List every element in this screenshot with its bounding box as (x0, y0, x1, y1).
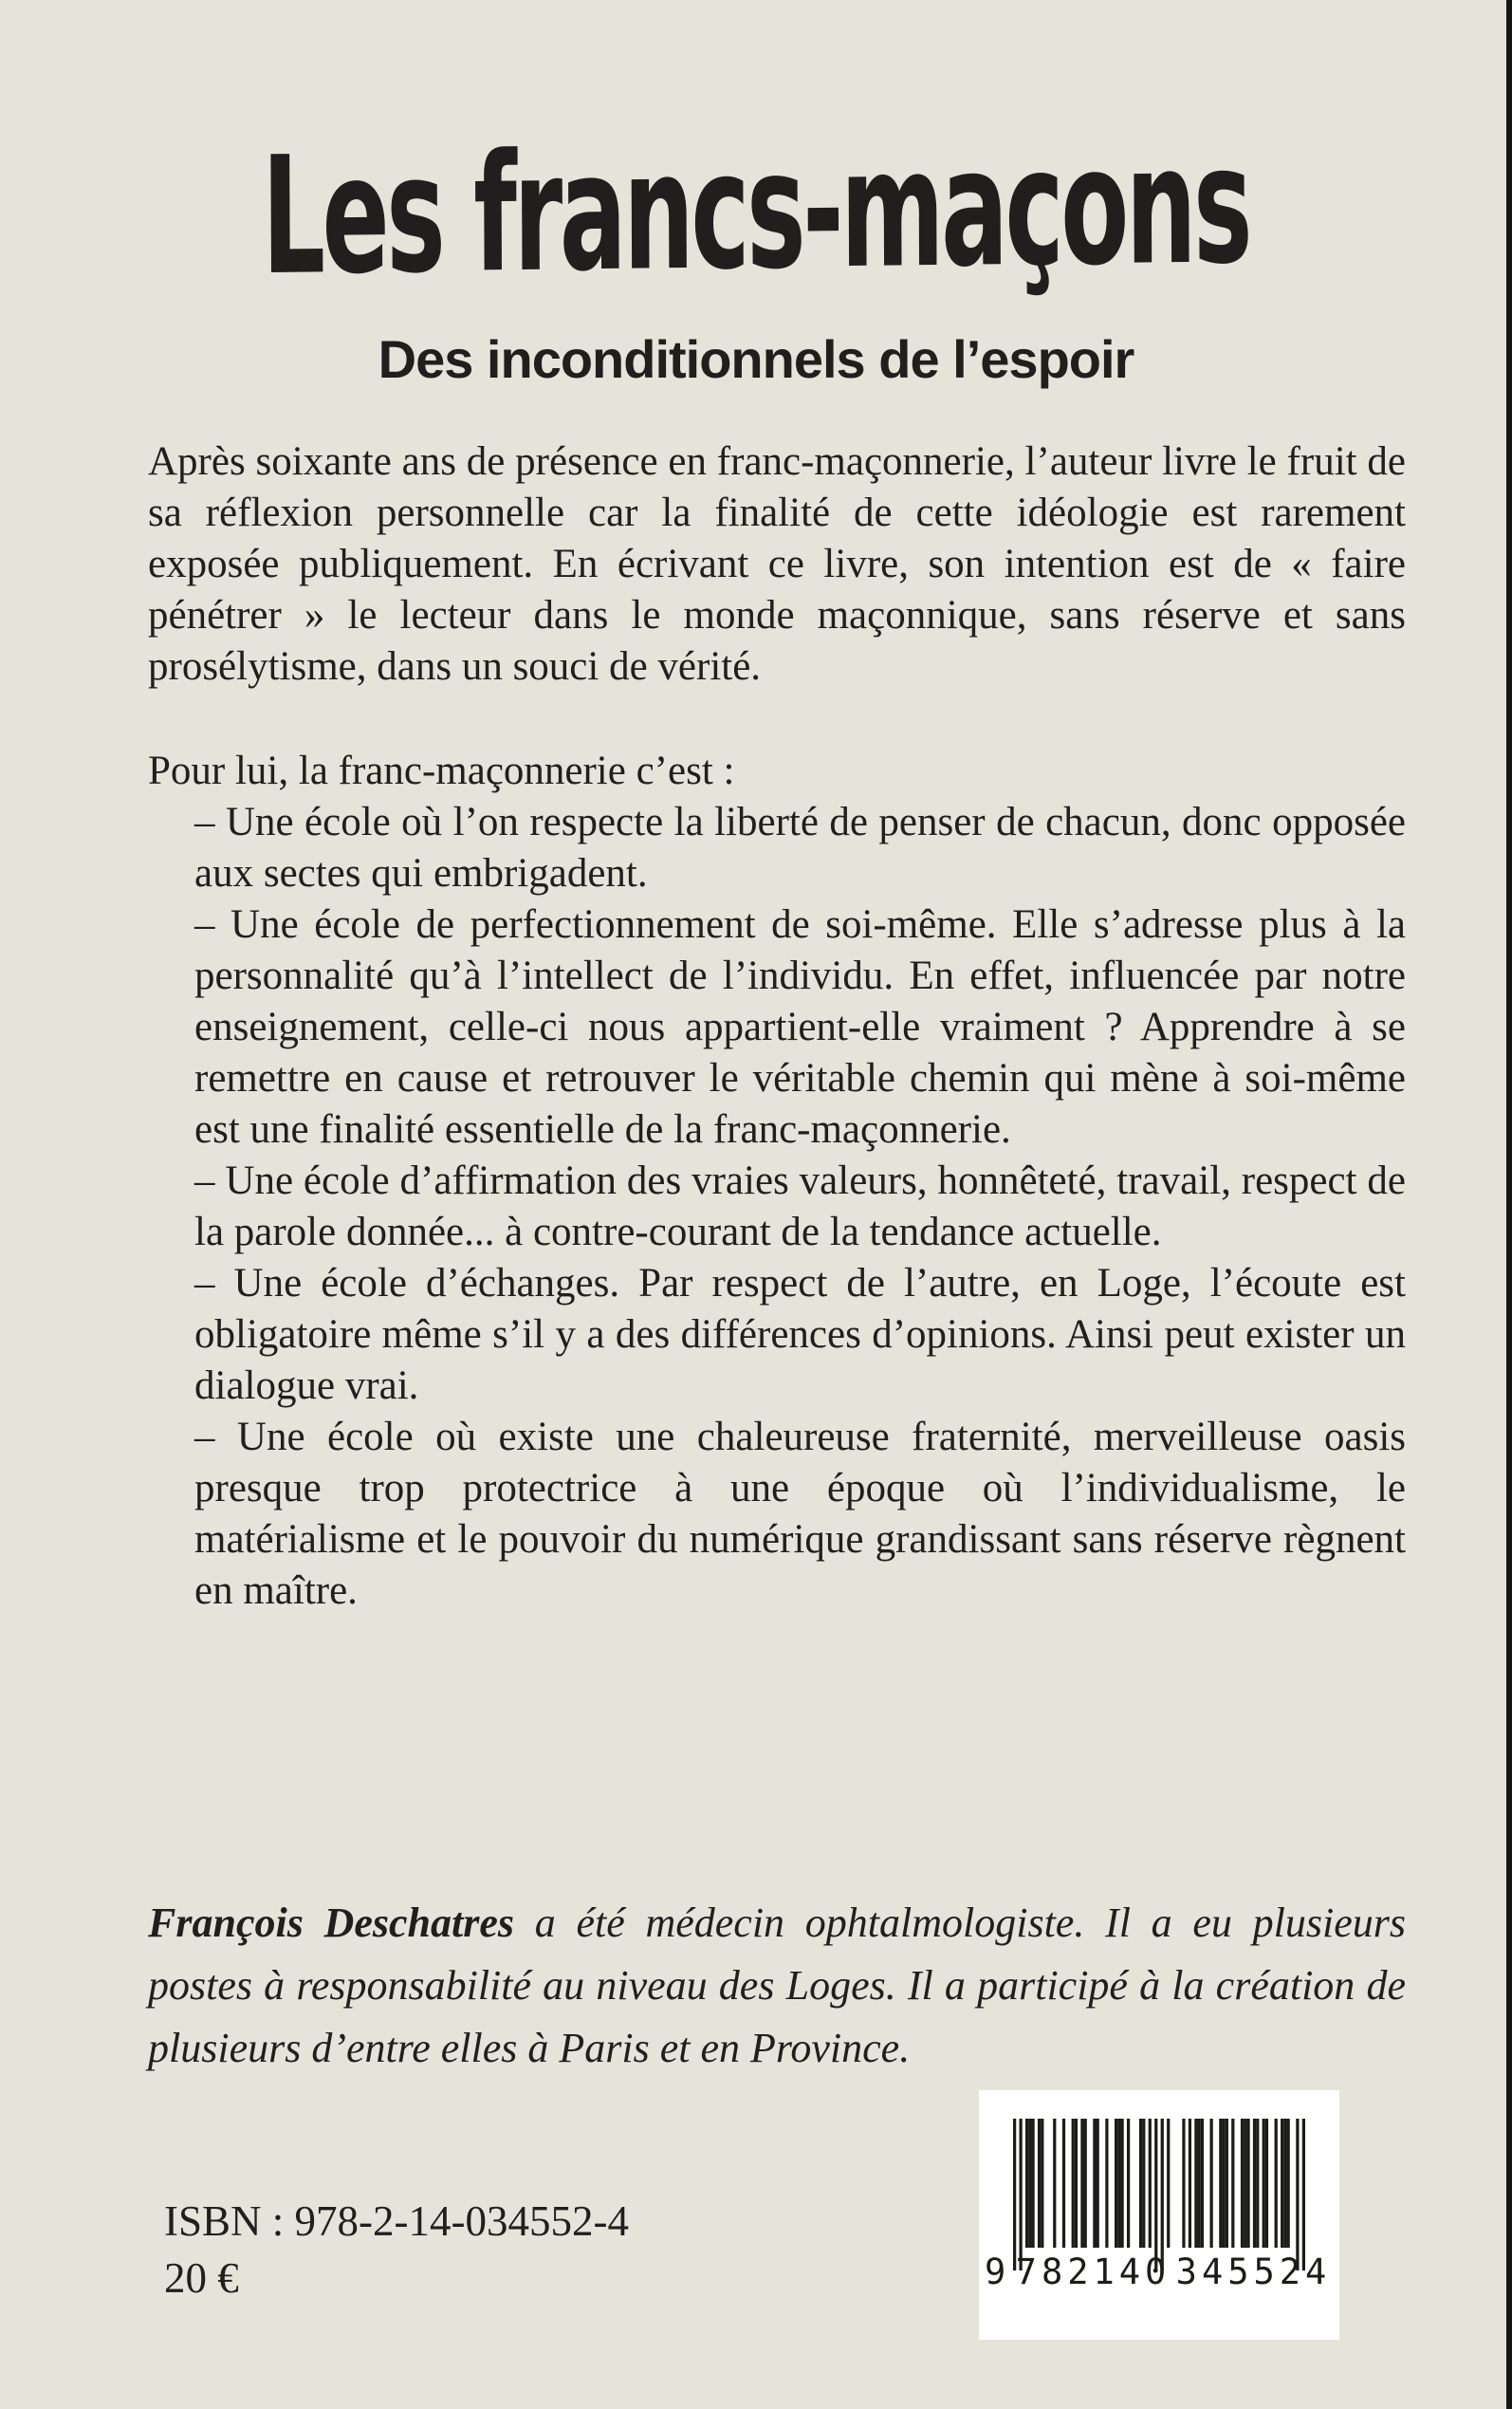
book-subtitle: Des inconditionnels de l’espoir (378, 329, 1134, 389)
book-title: Les francs-maçons (262, 111, 1250, 312)
title-area (0, 102, 1512, 321)
price-text: 20 € (164, 2254, 239, 2302)
synopsis-intro: Après soixante ans de présence en franc-maçonnerie, l’auteur livre le fruit de sa réflexion personnelle car la finalité de cette idéologie est rarement exposée publiquement. En écrivant ce livre, son intention est de « faire pénétrer » le lecteur dans le monde maçonnique, sans réserve et sans prosélytisme, dans un souci de vérité. (148, 439, 1406, 689)
barcode-bars (1013, 2119, 1305, 2270)
right-edge-strip (1506, 0, 1512, 2409)
bullet-item: – Une école où existe une chaleureuse fraternité, merveilleuse oasis presque trop protectrice à une époque où l’individualisme, le matérialisme et le pouvoir du numérique grandissant sans réserve règnent en maître. (194, 1415, 1406, 1613)
bullet-item: – Une école de perfectionnement de soi-même. Elle s’adresse plus à la personnalité qu’à l’intellect de l’individu. En effet, influencée par notre enseignement, celle-ci nous appartient-elle vraiment ? Apprendre à se remettre en cause et retrouver le véritable chemin qui mène à soi-même est une finalité essentielle de la franc-maçonnerie. (194, 902, 1406, 1152)
synopsis (148, 436, 1406, 1617)
barcode-digit-prefix: 9 (985, 2251, 1006, 2292)
bullet-item: – Une école d’affirmation des vraies valeurs, honnêteté, travail, respect de la parole donnée... à contre-courant de la tendance actuelle. (194, 1158, 1406, 1254)
author-bio (148, 1892, 1406, 2080)
barcode-digits (985, 2251, 1334, 2292)
isbn-text: ISBN : 978-2-14-034552-4 (164, 2197, 629, 2245)
author-bio-text: a été médecin ophtalmologiste. Il a eu plusieurs postes à responsabilité au niveau des Loges. Il a participé à la création de plusieurs d’entre elles à Paris et en Province. (148, 1899, 1406, 2071)
bullet-item: – Une école où l’on respecte la liberté de penser de chacun, donc opposée aux sectes qui embrigadent. (194, 800, 1406, 896)
barcode-digit-group: 345524 (1175, 2251, 1332, 2292)
barcode-digit-group: 782140 (1015, 2251, 1171, 2292)
barcode-panel (979, 2090, 1339, 2340)
author-name: François Deschatres (148, 1899, 514, 1946)
bullet-item: – Une école d’échanges. Par respect de l’autre, en Loge, l’écoute est obligatoire même s’il y a des différences d’opinions. Ainsi peut exister un dialogue vrai. (194, 1261, 1406, 1408)
synopsis-lead-in: Pour lui, la franc-maçonnerie c’est : (148, 749, 735, 793)
synopsis-bullet-list (148, 797, 1406, 1617)
isbn-block (164, 2196, 629, 2304)
